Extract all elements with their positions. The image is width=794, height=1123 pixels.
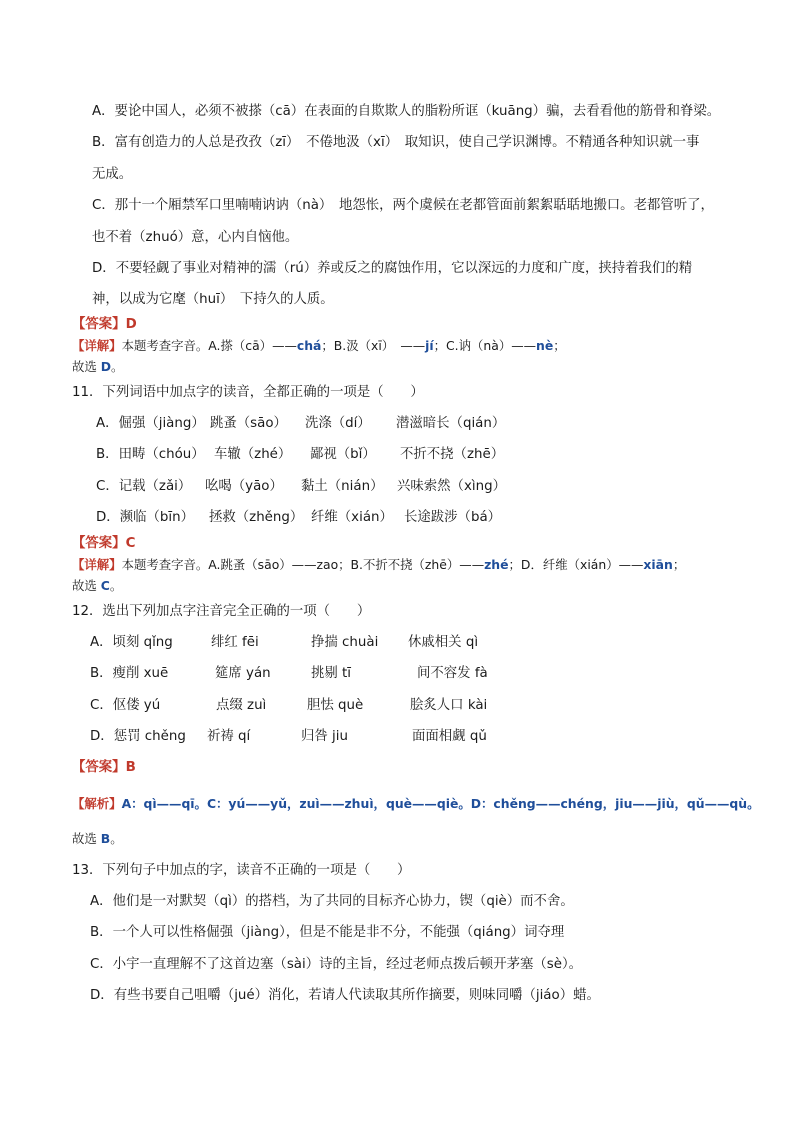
word-3: 挑剔 tī — [311, 666, 352, 681]
q13-option-d: D．有些书要自己咀嚼（jué）消化，若请人代读取其所作摘要，则味同嚼（jiáo）蜡。 — [90, 988, 600, 1003]
detail-pinyin-3: nè — [536, 338, 554, 353]
q11-stem: 11．下列词语中加点字的读音，全都正确的一项是（ ） — [72, 385, 424, 400]
word-4: 脍炙人口 kài — [410, 698, 488, 713]
word-4: 长途跋涉（bá） — [404, 510, 502, 525]
answer-tag: 【答案】 — [72, 317, 126, 332]
detail-text: 本题考查字音。A.跳蚤（sāo）——zao；B.不折不挠（zhē）—— — [121, 557, 485, 572]
detail-sep-1: ；B.汲（xī） —— — [321, 338, 426, 353]
q10-option-d-line2: 神，以成为它麾（huī） 下持久的人质。 — [92, 292, 334, 307]
q13-option-c: C．小宇一直理解不了这首边塞（sài）诗的主旨，经过老师点拨后顿开茅塞（sè）。 — [90, 957, 583, 972]
answer-value: D — [125, 317, 137, 332]
word-2: 筵席 yán — [215, 666, 271, 681]
word-1: B．瘦削 xuē — [90, 666, 169, 681]
detail-sep-2: ； — [672, 557, 686, 572]
q11-detail — [72, 556, 685, 574]
word-2: 祈祷 qí — [207, 729, 251, 744]
conclusion-value: D — [100, 359, 112, 374]
answer-tag: 【答案】 — [72, 536, 126, 551]
conclusion-suffix: 。 — [109, 578, 123, 593]
word-4: 间不容发 fà — [417, 666, 488, 681]
word-2: 绯红 fēi — [211, 635, 259, 650]
q10-option-c-line2: 也不着（zhuó）意，心内自恼他。 — [92, 230, 299, 245]
q10-option-b-line2: 无成。 — [92, 167, 133, 182]
analysis-tag: 【解析】 — [72, 796, 122, 811]
word-4: 不折不挠（zhē） — [400, 447, 505, 462]
word-3: 挣揣 chuài — [311, 635, 379, 650]
detail-sep-3: ； — [553, 338, 566, 353]
word-1: B．田畴（chóu） — [96, 447, 205, 462]
word-4: 面面相觑 qǔ — [412, 729, 487, 744]
detail-sep-2: ；C.讷（nà）—— — [433, 338, 537, 353]
detail-pinyin-2: jí — [425, 338, 434, 353]
conclusion-prefix: 故选 — [72, 831, 101, 846]
word-1: A．倔强（jiàng） — [96, 416, 205, 431]
q10-conclusion — [72, 358, 123, 376]
q10-option-a: A．要论中国人，必须不被搽（cā）在表面的自欺欺人的脂粉所诓（kuāng）骗，去看看他的筋骨和脊梁。 — [92, 104, 721, 119]
q11-answer — [72, 535, 135, 553]
word-4: 休戚相关 qì — [408, 635, 479, 650]
q10-option-b-line1: B．富有创造力的人总是孜孜（zī） 不倦地汲（xī） 取知识，使自己学识渊博。不精通各种知识就一事 — [92, 135, 700, 150]
q10-answer — [72, 316, 137, 334]
word-2: 吆喝（yāo） — [205, 479, 283, 494]
word-2: 跳蚤（sāo） — [210, 416, 287, 431]
q12-conclusion — [72, 830, 123, 848]
word-2: 点缀 zuì — [216, 698, 267, 713]
answer-tag: 【答案】 — [72, 760, 126, 775]
detail-pinyin-2: xiān — [643, 557, 673, 572]
detail-tag: 【详解】 — [72, 338, 122, 353]
word-1: A．顷刻 qǐng — [90, 635, 173, 650]
word-3: 黏土（nián） — [301, 479, 384, 494]
conclusion-value: B — [100, 831, 111, 846]
word-3: 归咎 jiu — [301, 729, 348, 744]
word-3: 鄙视（bǐ） — [310, 447, 376, 462]
conclusion-value: C — [100, 578, 110, 593]
analysis-text: A：qì——qī。C：yú——yǔ，zuì——zhuì，què——qiè。D：chěng——chéng，jiu——jiù，qǔ——qù。 — [121, 796, 760, 811]
word-2: 拯救（zhěng） — [209, 510, 304, 525]
word-4: 潜滋暗长（qián） — [396, 416, 506, 431]
conclusion-prefix: 故选 — [72, 359, 101, 374]
word-4: 兴味索然（xìng） — [397, 479, 506, 494]
q12-analysis — [72, 795, 759, 813]
detail-sep-1: ；D．纤维（xián）—— — [508, 557, 644, 572]
q12-stem: 12．选出下列加点字注音完全正确的一项（ ） — [72, 604, 371, 619]
detail-tag: 【详解】 — [72, 557, 122, 572]
q10-option-d-line1: D．不要轻觑了事业对精神的濡（rú）养或反之的腐蚀作用，它以深远的力度和广度，挟持着我们的精 — [92, 261, 693, 276]
q13-option-a: A．他们是一对默契（qì）的搭档，为了共同的目标齐心协力，锲（qiè）而不舍。 — [90, 894, 574, 909]
word-3: 纤维（xián） — [311, 510, 393, 525]
answer-value: C — [125, 536, 136, 551]
q12-answer — [72, 759, 136, 777]
detail-text: 本题考查字音。A.搽（cā）—— — [121, 338, 297, 353]
q13-stem: 13．下列句子中加点的字，读音不正确的一项是（ ） — [72, 863, 411, 878]
word-3: 洗涤（dí） — [305, 416, 371, 431]
conclusion-suffix: 。 — [110, 831, 123, 846]
conclusion-prefix: 故选 — [72, 578, 101, 593]
word-1: C．伛偻 yú — [90, 698, 161, 713]
q11-conclusion — [72, 577, 122, 595]
detail-pinyin-1: zhé — [484, 557, 509, 572]
word-1: D．濒临（bīn） — [96, 510, 194, 525]
word-1: C．记载（zǎi） — [96, 479, 192, 494]
q10-detail — [72, 337, 566, 355]
word-3: 胆怯 què — [307, 698, 364, 713]
q10-option-c-line1: C．那十一个厢禁军口里喃喃讷讷（nà） 地怨怅，两个虞候在老都管面前絮絮聒聒地搬口。老都管听了， — [92, 198, 714, 213]
answer-value: B — [125, 760, 136, 775]
word-1: D．惩罚 chěng — [90, 729, 186, 744]
word-2: 车辙（zhé） — [214, 447, 292, 462]
q13-option-b: B．一个人可以性格倔强（jiàng），但是不能是非不分，不能强（qiáng）词夺理 — [90, 925, 565, 940]
detail-pinyin-1: chá — [296, 338, 322, 353]
conclusion-suffix: 。 — [111, 359, 124, 374]
